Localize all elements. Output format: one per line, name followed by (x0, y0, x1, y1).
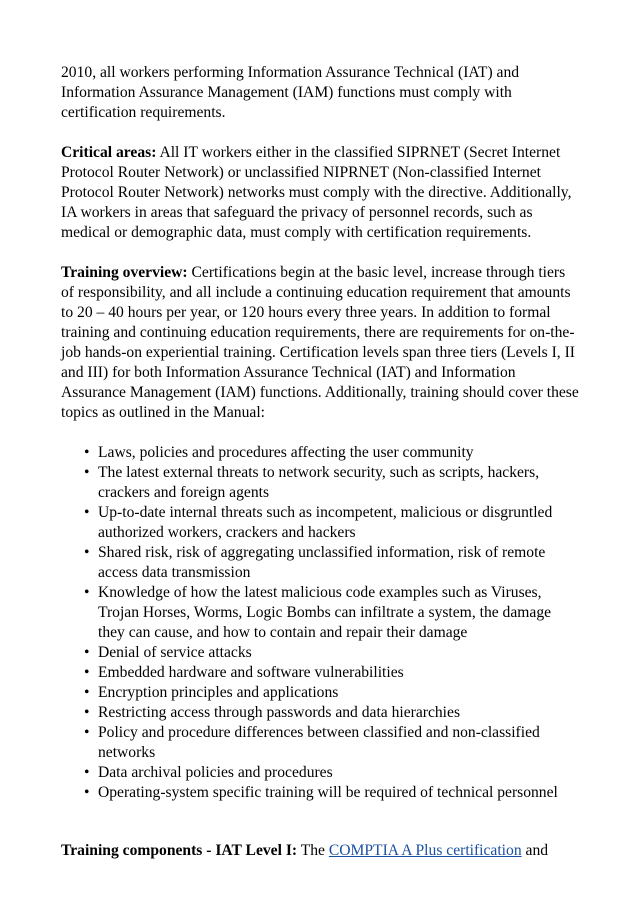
training-overview-text: Certifications begin at the basic level, increase through tiers of responsibility, and all include a continuing education requirement that amounts to 20 – 40 hours per year, or 120 hours every three years. In addition to formal training and continuing education requirements, there are requirements for on-the-job hands-on experiential training. Certification levels span three tiers (Levels I, II and III) for both Information Assurance Technical (IAT) and Information Assurance Management (IAM) functions. Additionally, training should cover these topics as outlined in the Manual: (61, 264, 579, 421)
list-item-text: Encryption principles and applications (98, 684, 339, 701)
bullet-icon: • (84, 784, 90, 801)
bullet-icon: • (84, 644, 90, 661)
bullet-icon: • (84, 464, 90, 481)
list-item (61, 443, 581, 463)
list-item-text: Policy and procedure differences between classified and non-classified networks (98, 724, 540, 761)
list-item-text: Embedded hardware and software vulnerabilities (98, 664, 404, 681)
training-components-paragraph (61, 841, 581, 861)
list-item (61, 643, 581, 663)
intro-paragraph (61, 63, 581, 123)
list-item (61, 663, 581, 683)
training-overview-paragraph (61, 263, 581, 423)
bullet-icon: • (84, 764, 90, 781)
bullet-icon: • (84, 444, 90, 461)
list-item-text: Up-to-date internal threats such as incompetent, malicious or disgruntled authorized workers, crackers and hackers (98, 504, 553, 541)
training-components-label: Training components - IAT Level I: (61, 842, 298, 859)
list-item (61, 703, 581, 723)
list-item-text: Knowledge of how the latest malicious code examples such as Viruses, Trojan Horses, Worms, Logic Bombs can infiltrate a system, the damage they can cause, and how to contain and repair their damage (98, 584, 552, 641)
list-item (61, 683, 581, 703)
list-item-text: Restricting access through passwords and data hierarchies (98, 704, 461, 721)
training-components-text-after: and (521, 842, 549, 859)
critical-areas-text: All IT workers either in the classified SIPRNET (Secret Internet Protocol Router Network) or unclassified NIPRNET (Non-classified Internet Protocol Router Network) networks must comply with the directive. Additionally, IA workers in areas that safeguard the privacy of personnel records, such as medical or demographic data, must comply with certification requirements. (61, 144, 572, 241)
critical-areas-label: Critical areas: (61, 144, 157, 161)
list-item-text: Denial of service attacks (98, 644, 252, 661)
bullet-icon: • (84, 504, 90, 521)
list-item (61, 583, 581, 643)
list-item-text: The latest external threats to network security, such as scripts, hackers, crackers and foreign agents (98, 464, 540, 501)
list-item (61, 723, 581, 763)
list-item (61, 783, 581, 803)
bullet-icon: • (84, 704, 90, 721)
training-components-text-before: The (297, 842, 329, 859)
training-overview-label: Training overview: (61, 264, 188, 281)
bullet-icon: • (84, 584, 90, 601)
comptia-a-plus-link[interactable]: COMPTIA A Plus certification (328, 842, 522, 859)
document-page (61, 63, 581, 861)
list-item (61, 763, 581, 783)
critical-areas-paragraph (61, 143, 581, 243)
bullet-icon: • (84, 544, 90, 561)
list-item (61, 543, 581, 583)
bullet-icon: • (84, 684, 90, 701)
list-item-text: Operating-system specific training will be required of technical personnel (98, 784, 558, 801)
bullet-icon: • (84, 724, 90, 741)
bullet-icon: • (84, 664, 90, 681)
list-item-text: Laws, policies and procedures affecting the user community (98, 444, 474, 461)
list-item-text: Data archival policies and procedures (98, 764, 333, 781)
list-item-text: Shared risk, risk of aggregating unclassified information, risk of remote access data transmission (98, 544, 546, 581)
training-topics-list (61, 443, 581, 803)
intro-text: 2010, all workers performing Information Assurance Technical (IAT) and Information Assurance Management (IAM) functions must comply with certification requirements. (61, 64, 520, 121)
list-item (61, 503, 581, 543)
list-item (61, 463, 581, 503)
